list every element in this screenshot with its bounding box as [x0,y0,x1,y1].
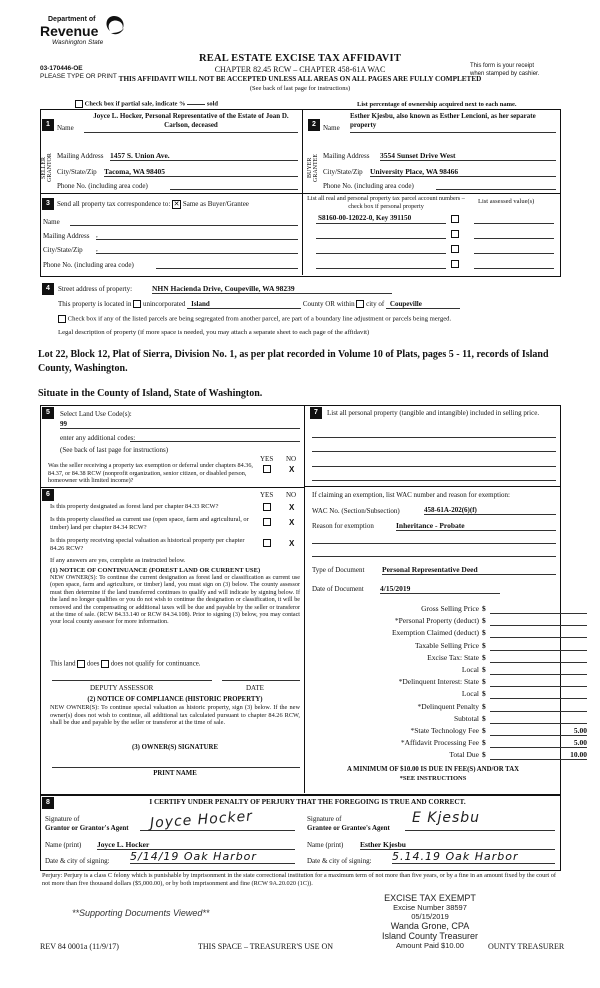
fee-label: Local [461,689,479,699]
fee-value[interactable] [490,628,587,638]
sec5-6-divider [40,487,305,488]
form-id: 03-170446-OE [40,65,83,72]
fee-label: Taxable Selling Price [414,640,479,650]
perjury-note: Perjury: Perjury is a class C felony which is punishable by imprisonment in the state correctional institution for a maximum term of not more than five years, or by a fine in an amount fixed by the court of not more than five thousand dollars ($5,000.00), or by both imprisonment and fine (RCW 9A.20.020 (1C)). [42,872,556,887]
reason-value[interactable]: Inheritance - Probate [396,521,556,531]
doc-date-value[interactable]: 4/15/2019 [380,584,500,594]
see-back-note: (See back of last page for instructions) [249,85,351,92]
legal-description: Lot 22, Block 12, Plat of Sierra, Division No. 1, as per plat recorded in Volume 10 of Plats, pages 5 - 11, records of Island County, Washington. [38,349,549,374]
assessed-header: List assessed value(s) [478,198,535,205]
forest-yes-checkbox[interactable] [263,503,271,511]
grantor-signature[interactable]: Joyce Hocker [149,808,254,832]
print-note: PLEASE TYPE OR PRINT [40,73,117,80]
fee-value[interactable] [490,714,587,724]
personal-property-checkbox-4[interactable] [451,260,459,268]
personal-property-label: List all personal property (tangible and intangible) included in selling price. [327,409,540,417]
fee-label: *State Technology Fee [410,726,479,735]
stamp-line-5: Island County Treasurer [381,931,479,941]
grantor-name-value[interactable]: Joyce L. Hocker [97,840,295,850]
grantee-date-value[interactable]: 5.14.19 Oak Harbor [392,850,555,864]
stamp-line-1: EXCISE TAX EXEMPT [384,893,476,903]
buyer-city-label: City/State/Zip [323,168,363,176]
historic-question: Is this property receiving special valuation as historical property per chapter 84.26 RCW? [50,537,245,552]
form-title: REAL ESTATE EXCISE TAX AFFIDAVIT [198,53,402,64]
sec5-no-mark: X [289,465,295,474]
form-warning: THIS AFFIDAVIT WILL NOT BE ACCEPTED UNLESS ALL AREAS ON ALL PAGES ARE FULLY COMPLETED [118,75,482,83]
parcel-accounts-header: List all real and personal property tax parcel account numbers – check box if personal property [307,195,465,210]
grantor-date-value[interactable]: 5/14/19 Oak Harbor [130,850,295,864]
this-land-label: This land [50,660,76,668]
fee-value[interactable] [490,604,587,614]
section-5-badge: 5 [42,407,54,419]
current-use-no-mark: X [289,518,295,527]
logo-swirl-icon [102,14,126,36]
located-row [58,300,460,309]
segregated-row [58,315,451,323]
exemption-question: Was the seller receiving a property tax exemption or deferral under chapters 84.36, 84.37, or 84.38 RCW (nonprofit organization, senior citizen, or disabled person, homeowner with limited income)? [48,462,253,484]
partial-sale-row [75,100,218,108]
sec6-no-label: NO [286,491,297,499]
current-use-yes-checkbox[interactable] [263,518,271,526]
stamp-line-3: 05/15/2019 [411,912,449,921]
owner-signature-label: (3) OWNER(S) SIGNATURE [132,744,218,751]
unincorporated-checkbox[interactable] [133,300,141,308]
fee-label: *Delinquent Interest: State [398,677,479,687]
grantor-name-label: Name (print) [45,841,82,849]
city-value[interactable]: Coupeville [386,300,460,309]
fee-label: Total Due [449,750,479,760]
stamp-line-2: Excise Number 38597 [393,903,467,912]
buyer-mailing[interactable]: 3554 Sunset Drive West [380,151,556,161]
list-pct-note: List percentage of ownership acquired next to each name. [357,101,517,108]
partial-pct-field[interactable] [187,104,205,105]
sig-of-label-grantor: Signature of [45,815,80,823]
street-address[interactable]: NHN Hacienda Drive, Coupeville, WA 98239 [152,284,392,294]
receipt-note-1: This form is your receipt [470,63,535,69]
notice-continuance-body: NEW OWNER(S): To continue the current designation as forest land or classification as current use (open space, farm and agriculture, or timber) land, you must sign on (3) below. The county assessor must then determine if the land transferred continues to qualify and will indicate by signing below. If the land no longer qualifies or you do not wish to continue the designation or classification, it will be removed and the compensating or additional taxes will be due and payable by the seller or transferor at the time of sale. (RCW 84.33.140 or RCW 84.34.108). Prior to signing (3) below, you may contact your local county assessor for more information. [50,575,300,626]
forest-no-mark: X [289,503,295,512]
fee-value[interactable]: 5.00 [490,726,587,736]
section-3-badge: 3 [42,198,54,210]
does-not-checkbox[interactable] [101,660,109,668]
buyer-mailing-label: Mailing Address [323,152,370,160]
buyer-name: Esther Kjesbu, also known as Esther Lencioni, as her separate property [350,112,536,129]
grantor-sig-label [45,815,129,833]
wac-label: WAC No. (Section/Subsection) [312,507,400,515]
historic-no-mark: X [289,539,295,548]
personal-property-checkbox-3[interactable] [451,245,459,253]
sec5-yes-checkbox[interactable] [263,465,271,473]
grantee-signature[interactable]: E Kjesbu [412,810,481,826]
personal-property-checkbox-2[interactable] [451,230,459,238]
minimum-note: A MINIMUM OF $10.00 IS DUE IN FEE(S) AND/OR TAX [346,766,520,773]
additional-codes-label: enter any additional codes: [60,434,136,442]
partial-sale-checkbox[interactable] [75,100,83,108]
tax-name-label: Name [43,218,60,226]
historic-yes-checkbox[interactable] [263,539,271,547]
rev-number: REV 84 0001a (11/9/17) [40,942,119,951]
personal-property-checkbox-1[interactable] [451,215,459,223]
seller-name-label: Name [57,124,74,132]
land-use-label: Select Land Use Code(s): [60,410,132,418]
doc-date-label: Date of Document [312,585,364,593]
tax-mailing-label: Mailing Address [43,232,90,240]
buyer-side-label: BUYER GRANTEE [307,154,319,182]
sec6-yes-label: YES [260,491,274,499]
supporting-docs-note: **Supporting Documents Viewed** [72,908,210,918]
seller-mailing-label: Mailing Address [57,152,104,160]
fee-value[interactable] [490,641,587,651]
city-checkbox[interactable] [356,300,364,308]
street-label: Street address of property: [58,285,133,293]
logo-state: Washington State [52,39,104,46]
fee-label: Exemption Claimed (deduct) [391,628,479,638]
fee-dollar: $ [482,689,486,699]
grantee-agent-label: Grantee or Grantee's Agent [307,824,390,832]
does-label: does [86,660,100,668]
fee-dollar: $ [482,701,486,711]
legal-situate: Situate in the County of Island, State of Washington. [38,388,263,399]
land-use-code[interactable]: 99 [60,420,300,429]
reason-label: Reason for exemption [312,522,374,530]
grantor-date-label: Date & city of signing: [45,857,110,865]
sec5-no-label: NO [286,455,297,463]
sec7-divider [304,486,560,487]
same-as-buyer-label: Same as Buyer/Grantee [182,200,249,209]
seller-city-label: City/State/Zip [57,168,97,176]
fee-label: *Affidavit Processing Fee [400,738,479,748]
fee-value[interactable]: 10.00 [490,750,587,760]
fee-label: Gross Selling Price [421,604,479,613]
seller-mailing[interactable]: 1457 S. Union Ave. [110,151,298,161]
county-label: County OR within [302,300,355,308]
date-label: DATE [246,684,264,692]
grantee-date-label: Date & city of signing: [307,857,372,865]
fee-dollar: $ [482,750,486,760]
frame-divider-h [40,193,560,194]
tax-parcel-header-box [303,194,304,275]
tax-city-value[interactable]: , [96,245,298,254]
legal-label: Legal description of property (if more space is needed, you may attach a separate sheet to each page of the affidavit) [58,329,370,336]
tax-city-label: City/State/Zip [43,246,83,254]
stamp-line-6: Amount Paid $10.00 [396,941,464,950]
segregated-label: Check box if any of the listed parcels are being segregated from another parcel, are part of a boundary line adjustment or parcels being merged. [67,315,452,323]
grantee-name-value[interactable]: Esther Kjesbu [360,840,555,850]
doc-type-value[interactable]: Personal Representative Deed [382,565,556,575]
fee-dollar: $ [482,616,486,626]
fee-value[interactable]: 5.00 [490,738,587,748]
fee-label: *Delinquent Penalty [417,701,479,711]
notice-continuance-title: (1) NOTICE OF CONTINUANCE (FOREST LAND OR CURRENT USE) [50,567,261,574]
tax-corr-row [57,200,249,209]
segregated-checkbox[interactable] [58,315,66,323]
sig-of-label-grantee: Signature of [307,815,342,823]
section-1-badge: 1 [42,119,54,131]
if-yes-note: If any answers are yes, complete as instructed below. [50,557,186,564]
fee-value[interactable] [490,677,587,687]
seller-name: Joyce L. Hocker, Personal Representative of the Estate of Joan D. Carlson, deceased [93,112,289,129]
certify-statement: I CERTIFY UNDER PENALTY OF PERJURY THAT THE FOREGOING IS TRUE AND CORRECT. [149,798,466,806]
fee-label: Subtotal [453,713,479,723]
tax-mailing-value[interactable]: , [96,231,298,240]
section-2-badge: 2 [308,119,320,131]
sec5-yes-label: YES [260,455,274,463]
tax-phone-label: Phone No. (including area code) [43,261,134,269]
treasurer-use: THIS SPACE – TREASURER'S USE ON [198,942,334,951]
qualify-row [50,660,200,668]
dor-logo [40,12,130,52]
notice-compliance-body: NEW OWNER(S): To continue special valuation as historic property, sign (3) below. If the new owner(s) does not wish to continue, all additional tax calculated pursuant to chapter 84.26 RCW, shall be due and payable by the seller or transferor at the time of sale. [50,704,300,726]
city-of-label: city of [366,300,385,308]
fee-dollar: $ [482,604,486,613]
seller-city[interactable]: Tacoma, WA 98405 [104,167,298,177]
does-checkbox[interactable] [77,660,85,668]
fee-dollar: $ [482,713,486,723]
see-instructions: *SEE INSTRUCTIONS [399,775,467,782]
fee-dollar: $ [482,726,486,735]
fee-dollar: $ [482,665,486,674]
grantee-sig-label [307,815,390,833]
fee-value[interactable] [490,702,587,712]
seller-side-label: SELLER GRANTOR [41,153,53,183]
section-6-badge: 6 [42,489,54,501]
fee-label: *Personal Property (deduct) [394,616,479,626]
unincorporated-label: unincorporated [142,300,186,308]
buyer-phone-label: Phone No. (including area code) [323,182,414,190]
treasurer-stamp [355,893,505,950]
exemption-claim-label: If claiming an exemption, list WAC number and reason for exemption: [312,491,510,499]
lower-divider [304,405,305,793]
treasurer-use-end: OUNTY TREASURER [488,942,565,951]
stamp-line-4: Wanda Grone, CPA [390,921,470,931]
fee-value[interactable] [490,665,587,675]
does-not-label: does not qualify for continuance. [110,660,201,668]
section-8-badge: 8 [42,797,54,809]
grantor-agent-label: Grantor or Grantor's Agent [45,824,129,832]
sold-label: sold [206,100,219,108]
fee-dollar: $ [482,628,486,638]
parcel-number: S8160-00-12022-0, Key 391150 [318,214,412,222]
same-as-buyer-checkbox[interactable]: ✕ [173,200,180,208]
doc-type-label: Type of Document [312,566,365,574]
fee-label: Local [461,665,479,674]
fee-label: Excise Tax: State [427,652,479,662]
wac-value[interactable]: 458-61A-202(6)(f) [424,506,556,515]
notice-compliance-title: (2) NOTICE OF COMPLIANCE (HISTORIC PROPERTY) [87,696,263,703]
form-chapter: CHAPTER 82.45 RCW – CHAPTER 458-61A WAC [214,65,386,74]
land-use-see-back: (See back of last page for instructions) [60,446,169,454]
tax-corr-label: Send all property tax correspondence to: [57,200,171,209]
deputy-assessor-label: DEPUTY ASSESSOR [90,684,154,692]
grantee-name-label: Name (print) [307,841,344,849]
section-4-badge: 4 [42,283,54,295]
buyer-name-label: Name [323,124,340,132]
receipt-note-2: when stamped by cashier. [470,71,540,77]
buyer-city[interactable]: University Place, WA 98466 [370,167,556,177]
fee-dollar: $ [482,652,486,662]
fee-dollar: $ [482,640,486,650]
fee-dollar: $ [482,738,486,748]
fee-value[interactable] [490,616,587,626]
partial-sale-label: Check box if partial sale, indicate % [84,100,186,108]
fee-dollar: $ [482,677,486,687]
county-value[interactable]: Island [187,300,301,309]
fee-value[interactable] [490,653,587,663]
logo-dept: Department of [48,16,96,23]
fee-value[interactable] [490,689,587,699]
current-use-question: Is this property classified as current use (open space, farm and agricultural, or timber) land per chapter 84.34 RCW? [50,516,249,531]
print-name-label: PRINT NAME [153,770,197,777]
logo-name: Revenue [40,23,99,39]
section-7-badge: 7 [310,407,322,419]
seller-phone-label: Phone No. (including area code) [57,182,148,190]
located-label: This property is located in [58,300,132,308]
forest-question: Is this property designated as forest land per chapter 84.33 RCW? [50,503,219,510]
